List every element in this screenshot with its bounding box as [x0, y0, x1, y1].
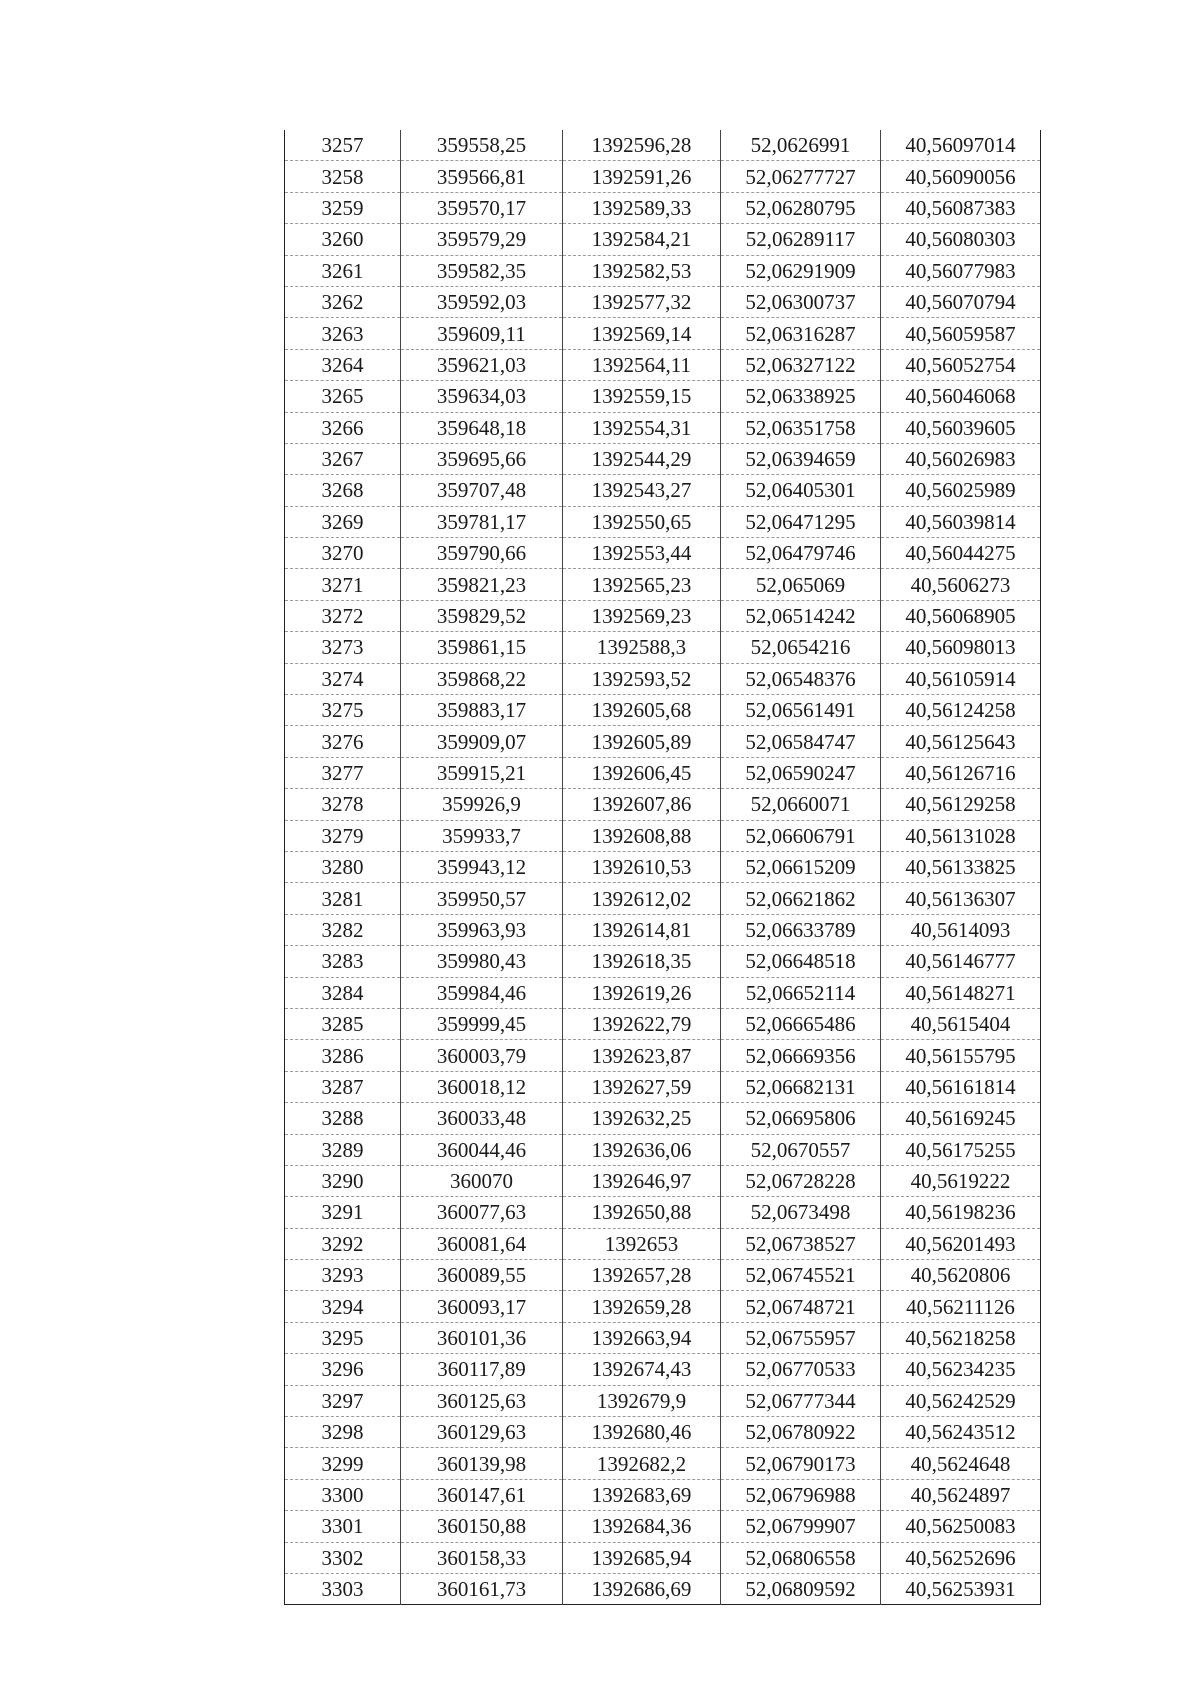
latitude-cell: 52,06652114 [721, 977, 881, 1008]
x-coordinate-cell: 360125,63 [401, 1385, 563, 1416]
x-coordinate-cell: 359566,81 [401, 161, 563, 192]
point-number-cell: 3259 [285, 192, 401, 223]
latitude-cell: 52,06479746 [721, 538, 881, 569]
longitude-cell: 40,56039814 [881, 506, 1041, 537]
x-coordinate-cell: 360089,55 [401, 1260, 563, 1291]
table-row [285, 1448, 1041, 1479]
y-coordinate-cell: 1392584,21 [563, 224, 721, 255]
longitude-cell: 40,56129258 [881, 789, 1041, 820]
point-number-cell: 3294 [285, 1291, 401, 1322]
y-coordinate-cell: 1392659,28 [563, 1291, 721, 1322]
latitude-cell: 52,06777344 [721, 1385, 881, 1416]
longitude-cell: 40,56136307 [881, 883, 1041, 914]
y-coordinate-cell: 1392674,43 [563, 1354, 721, 1385]
table-row [285, 538, 1041, 569]
x-coordinate-cell: 359592,03 [401, 286, 563, 317]
point-number-cell: 3276 [285, 726, 401, 757]
point-number-cell: 3287 [285, 1071, 401, 1102]
latitude-cell: 52,06351758 [721, 412, 881, 443]
x-coordinate-cell: 359868,22 [401, 663, 563, 694]
longitude-cell: 40,5620806 [881, 1260, 1041, 1291]
point-number-cell: 3264 [285, 349, 401, 380]
x-coordinate-cell: 359558,25 [401, 130, 563, 161]
longitude-cell: 40,56253931 [881, 1573, 1041, 1604]
latitude-cell: 52,06799907 [721, 1511, 881, 1542]
x-coordinate-cell: 359707,48 [401, 475, 563, 506]
table-row [285, 851, 1041, 882]
y-coordinate-cell: 1392683,69 [563, 1479, 721, 1510]
point-number-cell: 3274 [285, 663, 401, 694]
point-number-cell: 3272 [285, 600, 401, 631]
table-row [285, 726, 1041, 757]
longitude-cell: 40,56126716 [881, 757, 1041, 788]
table-row [285, 381, 1041, 412]
table-row [285, 286, 1041, 317]
latitude-cell: 52,06280795 [721, 192, 881, 223]
y-coordinate-cell: 1392593,52 [563, 663, 721, 694]
table-row [285, 695, 1041, 726]
x-coordinate-cell: 359570,17 [401, 192, 563, 223]
latitude-cell: 52,06615209 [721, 851, 881, 882]
longitude-cell: 40,56250083 [881, 1511, 1041, 1542]
point-number-cell: 3286 [285, 1040, 401, 1071]
point-number-cell: 3258 [285, 161, 401, 192]
longitude-cell: 40,56052754 [881, 349, 1041, 380]
y-coordinate-cell: 1392569,14 [563, 318, 721, 349]
latitude-cell: 52,06621862 [721, 883, 881, 914]
x-coordinate-cell: 360147,61 [401, 1479, 563, 1510]
x-coordinate-cell: 359963,93 [401, 914, 563, 945]
y-coordinate-cell: 1392619,26 [563, 977, 721, 1008]
table-row [285, 1385, 1041, 1416]
y-coordinate-cell: 1392622,79 [563, 1008, 721, 1039]
x-coordinate-cell: 360018,12 [401, 1071, 563, 1102]
point-number-cell: 3267 [285, 443, 401, 474]
table-row [285, 1322, 1041, 1353]
longitude-cell: 40,56059587 [881, 318, 1041, 349]
x-coordinate-cell: 359621,03 [401, 349, 563, 380]
latitude-cell: 52,06669356 [721, 1040, 881, 1071]
latitude-cell: 52,06327122 [721, 349, 881, 380]
latitude-cell: 52,06796988 [721, 1479, 881, 1510]
point-number-cell: 3282 [285, 914, 401, 945]
x-coordinate-cell: 359933,7 [401, 820, 563, 851]
latitude-cell: 52,06682131 [721, 1071, 881, 1102]
table-row [285, 1511, 1041, 1542]
point-number-cell: 3269 [285, 506, 401, 537]
point-number-cell: 3262 [285, 286, 401, 317]
table-row [285, 224, 1041, 255]
point-number-cell: 3302 [285, 1542, 401, 1573]
table-row [285, 977, 1041, 1008]
table-row [285, 632, 1041, 663]
x-coordinate-cell: 360117,89 [401, 1354, 563, 1385]
longitude-cell: 40,56124258 [881, 695, 1041, 726]
table-row [285, 161, 1041, 192]
longitude-cell: 40,56070794 [881, 286, 1041, 317]
y-coordinate-cell: 1392550,65 [563, 506, 721, 537]
table-row [285, 789, 1041, 820]
table-row [285, 349, 1041, 380]
latitude-cell: 52,06745521 [721, 1260, 881, 1291]
x-coordinate-cell: 359883,17 [401, 695, 563, 726]
y-coordinate-cell: 1392564,11 [563, 349, 721, 380]
latitude-cell: 52,06405301 [721, 475, 881, 506]
y-coordinate-cell: 1392569,23 [563, 600, 721, 631]
y-coordinate-cell: 1392591,26 [563, 161, 721, 192]
point-number-cell: 3300 [285, 1479, 401, 1510]
longitude-cell: 40,5619222 [881, 1165, 1041, 1196]
x-coordinate-cell: 359984,46 [401, 977, 563, 1008]
x-coordinate-cell: 359950,57 [401, 883, 563, 914]
latitude-cell: 52,06755957 [721, 1322, 881, 1353]
point-number-cell: 3292 [285, 1228, 401, 1259]
x-coordinate-cell: 360044,46 [401, 1134, 563, 1165]
table-row [285, 663, 1041, 694]
x-coordinate-cell: 359582,35 [401, 255, 563, 286]
x-coordinate-cell: 359821,23 [401, 569, 563, 600]
latitude-cell: 52,06584747 [721, 726, 881, 757]
point-number-cell: 3303 [321, 1577, 364, 1602]
x-coordinate-cell: 359695,66 [401, 443, 563, 474]
latitude-cell: 52,06277727 [721, 161, 881, 192]
table-row [285, 1417, 1041, 1448]
y-coordinate-cell: 1392680,46 [563, 1417, 721, 1448]
x-coordinate-cell: 359829,52 [401, 600, 563, 631]
table-row [285, 475, 1041, 506]
y-coordinate-cell: 1392553,44 [563, 538, 721, 569]
longitude-cell: 40,56080303 [881, 224, 1041, 255]
y-coordinate-cell: 1392679,9 [563, 1385, 721, 1416]
point-number-cell: 3278 [285, 789, 401, 820]
latitude-cell: 52,0660071 [721, 789, 881, 820]
point-number-cell: 3284 [285, 977, 401, 1008]
x-coordinate-cell: 359579,29 [401, 224, 563, 255]
x-coordinate-cell: 360139,98 [401, 1448, 563, 1479]
latitude-cell: 52,06748721 [721, 1291, 881, 1322]
y-coordinate-cell: 1392577,32 [563, 286, 721, 317]
longitude-cell: 40,56097014 [881, 130, 1041, 161]
point-number-cell: 3265 [285, 381, 401, 412]
y-coordinate-cell: 1392596,28 [563, 130, 721, 161]
latitude-cell: 52,06648518 [721, 946, 881, 977]
y-coordinate-cell: 1392544,29 [563, 443, 721, 474]
x-coordinate-cell: 359980,43 [401, 946, 563, 977]
latitude-cell: 52,06809592 [721, 1573, 881, 1604]
latitude-cell: 52,06338925 [721, 381, 881, 412]
longitude-cell: 40,56155795 [881, 1040, 1041, 1071]
longitude-cell: 40,56146777 [881, 946, 1041, 977]
coordinates-table [284, 130, 1041, 1605]
longitude-cell: 40,56044275 [881, 538, 1041, 569]
point-number-cell: 3260 [285, 224, 401, 255]
x-coordinate-cell: 359943,12 [401, 851, 563, 882]
point-number-cell: 3293 [285, 1260, 401, 1291]
table-row [285, 569, 1041, 600]
table-row [285, 1197, 1041, 1228]
longitude-cell: 40,56218258 [881, 1322, 1041, 1353]
y-coordinate-cell: 1392684,36 [563, 1511, 721, 1542]
latitude-cell: 52,0673498 [721, 1197, 881, 1228]
longitude-cell: 40,56234235 [881, 1354, 1041, 1385]
y-coordinate-cell: 1392653 [563, 1228, 721, 1259]
point-number-cell: 3283 [285, 946, 401, 977]
point-number-cell: 3299 [285, 1448, 401, 1479]
table-row [285, 506, 1041, 537]
y-coordinate-cell: 1392632,25 [563, 1103, 721, 1134]
x-coordinate-cell: 359648,18 [401, 412, 563, 443]
x-coordinate-cell: 359926,9 [401, 789, 563, 820]
point-number-cell: 3268 [285, 475, 401, 506]
table-row [285, 1354, 1041, 1385]
latitude-cell: 52,06695806 [721, 1103, 881, 1134]
y-coordinate-cell: 1392589,33 [563, 192, 721, 223]
longitude-cell: 40,5624897 [881, 1479, 1041, 1510]
table-row [285, 1228, 1041, 1259]
latitude-cell: 52,06770533 [721, 1354, 881, 1385]
y-coordinate-cell: 1392608,88 [563, 820, 721, 851]
table-row [285, 255, 1041, 286]
y-coordinate-cell: 1392663,94 [563, 1322, 721, 1353]
x-coordinate-cell: 359909,07 [401, 726, 563, 757]
x-coordinate-cell: 359861,15 [401, 632, 563, 663]
longitude-cell: 40,5615404 [881, 1008, 1041, 1039]
point-number-cell: 3285 [285, 1008, 401, 1039]
latitude-cell: 52,06790173 [721, 1448, 881, 1479]
latitude-cell: 52,06590247 [721, 757, 881, 788]
table-row [285, 1071, 1041, 1102]
table-row [285, 412, 1041, 443]
y-coordinate-cell: 1392554,31 [563, 412, 721, 443]
longitude-cell: 40,56169245 [881, 1103, 1041, 1134]
latitude-cell: 52,06728228 [721, 1165, 881, 1196]
longitude-cell: 40,56211126 [881, 1291, 1041, 1322]
latitude-cell: 52,0654216 [721, 632, 881, 663]
longitude-cell: 40,56242529 [881, 1385, 1041, 1416]
table-row [285, 883, 1041, 914]
table-row [285, 757, 1041, 788]
y-coordinate-cell: 1392612,02 [563, 883, 721, 914]
table-row [285, 1542, 1041, 1573]
point-number-cell: 3261 [285, 255, 401, 286]
point-number-cell: 3296 [285, 1354, 401, 1385]
table-row [285, 1573, 1041, 1604]
latitude-cell: 52,06606791 [721, 820, 881, 851]
table-row [285, 1040, 1041, 1071]
table-row [285, 1134, 1041, 1165]
latitude-cell: 52,06561491 [721, 695, 881, 726]
table-row [285, 318, 1041, 349]
latitude-cell: 52,06514242 [721, 600, 881, 631]
table-row [285, 1165, 1041, 1196]
point-number-cell: 3279 [285, 820, 401, 851]
longitude-cell: 40,56125643 [881, 726, 1041, 757]
table-row [285, 600, 1041, 631]
latitude-cell: 52,06291909 [721, 255, 881, 286]
latitude-cell: 52,06806558 [721, 1542, 881, 1573]
y-coordinate-cell: 1392543,27 [563, 475, 721, 506]
point-number-cell: 3271 [285, 569, 401, 600]
longitude-cell: 40,56133825 [881, 851, 1041, 882]
y-coordinate-cell: 1392618,35 [563, 946, 721, 977]
x-coordinate-cell: 360003,79 [401, 1040, 563, 1071]
table-row [285, 1291, 1041, 1322]
latitude-cell: 52,06316287 [721, 318, 881, 349]
y-coordinate-cell: 1392623,87 [563, 1040, 721, 1071]
table-row [285, 192, 1041, 223]
y-coordinate-cell: 1392606,45 [563, 757, 721, 788]
x-coordinate-cell: 359781,17 [401, 506, 563, 537]
x-coordinate-cell: 360033,48 [401, 1103, 563, 1134]
point-number-cell: 3290 [285, 1165, 401, 1196]
x-coordinate-cell: 360077,63 [401, 1197, 563, 1228]
latitude-cell: 52,06738527 [721, 1228, 881, 1259]
point-number-cell: 3270 [285, 538, 401, 569]
y-coordinate-cell: 1392559,15 [563, 381, 721, 412]
x-coordinate-cell: 360081,64 [401, 1228, 563, 1259]
longitude-cell: 40,5614093 [881, 914, 1041, 945]
y-coordinate-cell: 1392650,88 [563, 1197, 721, 1228]
x-coordinate-cell: 360070 [401, 1165, 563, 1196]
longitude-cell: 40,56201493 [881, 1228, 1041, 1259]
longitude-cell: 40,56077983 [881, 255, 1041, 286]
y-coordinate-cell: 1392610,53 [563, 851, 721, 882]
longitude-cell: 40,56175255 [881, 1134, 1041, 1165]
latitude-cell: 52,06289117 [721, 224, 881, 255]
x-coordinate-cell: 360150,88 [401, 1511, 563, 1542]
y-coordinate-cell: 1392657,28 [563, 1260, 721, 1291]
x-coordinate-cell: 359999,45 [401, 1008, 563, 1039]
latitude-cell: 52,06548376 [721, 663, 881, 694]
point-number-cell: 3291 [285, 1197, 401, 1228]
table-row [285, 1008, 1041, 1039]
point-number-cell: 3273 [285, 632, 401, 663]
table-row [285, 820, 1041, 851]
y-coordinate-cell: 1392646,97 [563, 1165, 721, 1196]
point-number-cell: 3277 [285, 757, 401, 788]
y-coordinate-cell: 1392607,86 [563, 789, 721, 820]
point-number-cell: 3289 [285, 1134, 401, 1165]
table-row [285, 443, 1041, 474]
point-number-cell: 3275 [285, 695, 401, 726]
y-coordinate-cell: 1392685,94 [563, 1542, 721, 1573]
y-coordinate-cell: 1392682,2 [563, 1448, 721, 1479]
longitude-cell: 40,56131028 [881, 820, 1041, 851]
longitude-cell: 40,56161814 [881, 1071, 1041, 1102]
x-coordinate-cell: 359634,03 [401, 381, 563, 412]
point-number-cell: 3266 [285, 412, 401, 443]
point-number-cell: 3281 [285, 883, 401, 914]
y-coordinate-cell: 1392686,69 [563, 1573, 721, 1604]
point-number-cell: 3295 [285, 1322, 401, 1353]
y-coordinate-cell: 1392605,89 [563, 726, 721, 757]
longitude-cell: 40,56046068 [881, 381, 1041, 412]
x-coordinate-cell: 360101,36 [401, 1322, 563, 1353]
x-coordinate-cell: 359915,21 [401, 757, 563, 788]
point-number-cell: 3298 [285, 1417, 401, 1448]
latitude-cell: 52,06665486 [721, 1008, 881, 1039]
table-row [285, 914, 1041, 945]
table-row [285, 1103, 1041, 1134]
y-coordinate-cell: 1392614,81 [563, 914, 721, 945]
latitude-cell: 52,06780922 [721, 1417, 881, 1448]
x-coordinate-cell: 360093,17 [401, 1291, 563, 1322]
y-coordinate-cell: 1392588,3 [563, 632, 721, 663]
table-row [285, 130, 1041, 161]
latitude-cell: 52,0670557 [721, 1134, 881, 1165]
point-number-cell: 3280 [285, 851, 401, 882]
latitude-cell: 52,06471295 [721, 506, 881, 537]
y-coordinate-cell: 1392582,53 [563, 255, 721, 286]
point-number-cell: 3263 [285, 318, 401, 349]
latitude-cell: 52,06633789 [721, 914, 881, 945]
table-row [285, 1479, 1041, 1510]
longitude-cell: 40,56068905 [881, 600, 1041, 631]
point-number-cell: 3301 [285, 1511, 401, 1542]
point-number-cell: 3297 [285, 1385, 401, 1416]
x-coordinate-cell: 360129,63 [401, 1417, 563, 1448]
table-body [285, 130, 1041, 1605]
table-row [285, 1260, 1041, 1291]
y-coordinate-cell: 1392627,59 [563, 1071, 721, 1102]
x-coordinate-cell: 360161,73 [401, 1573, 563, 1604]
longitude-cell: 40,56090056 [881, 161, 1041, 192]
x-coordinate-cell: 360158,33 [401, 1542, 563, 1573]
longitude-cell: 40,56252696 [881, 1542, 1041, 1573]
longitude-cell: 40,56198236 [881, 1197, 1041, 1228]
longitude-cell: 40,56025989 [881, 475, 1041, 506]
longitude-cell: 40,56098013 [881, 632, 1041, 663]
y-coordinate-cell: 1392565,23 [563, 569, 721, 600]
longitude-cell: 40,56105914 [881, 663, 1041, 694]
latitude-cell: 52,06300737 [721, 286, 881, 317]
longitude-cell: 40,56243512 [881, 1417, 1041, 1448]
point-number-cell: 3288 [285, 1103, 401, 1134]
latitude-cell: 52,0626991 [721, 130, 881, 161]
longitude-cell: 40,56039605 [881, 412, 1041, 443]
latitude-cell: 52,06394659 [721, 443, 881, 474]
longitude-cell: 40,5606273 [881, 569, 1041, 600]
longitude-cell: 40,56087383 [881, 192, 1041, 223]
x-coordinate-cell: 359790,66 [401, 538, 563, 569]
longitude-cell: 40,5624648 [881, 1448, 1041, 1479]
y-coordinate-cell: 1392605,68 [563, 695, 721, 726]
point-number-cell: 3257 [285, 130, 401, 161]
latitude-cell: 52,065069 [721, 569, 881, 600]
longitude-cell: 40,56026983 [881, 443, 1041, 474]
y-coordinate-cell: 1392636,06 [563, 1134, 721, 1165]
longitude-cell: 40,56148271 [881, 977, 1041, 1008]
x-coordinate-cell: 359609,11 [401, 318, 563, 349]
table-row [285, 946, 1041, 977]
